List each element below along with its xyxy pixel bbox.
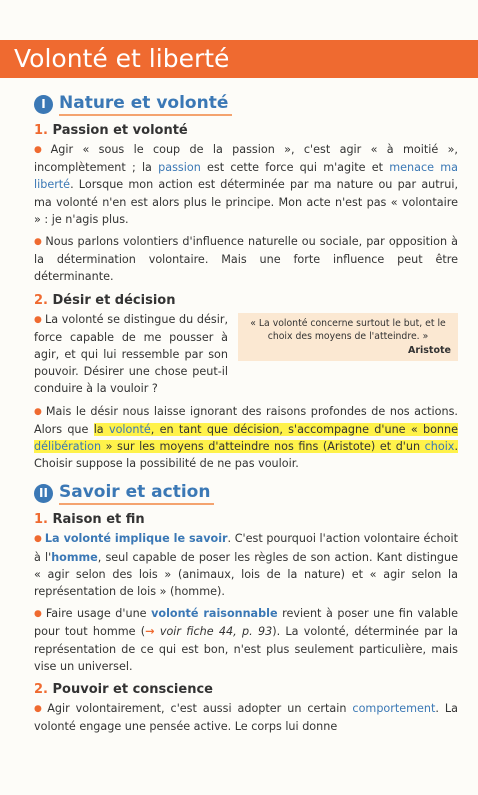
section-number-badge: II bbox=[34, 484, 53, 503]
subsection-heading bbox=[34, 293, 458, 308]
keyword: homme bbox=[51, 550, 98, 564]
highlighted-text: , en tant que décision, s'accompagne d'une « bonne bbox=[150, 422, 458, 436]
subsection-heading bbox=[34, 682, 458, 697]
section-title: Nature et volonté bbox=[59, 93, 232, 116]
highlighted-text: la bbox=[93, 422, 109, 436]
paragraph: ● Mais le désir nous laisse ignorant des raisons profondes de nos actions. Alors que la volonté, en tant que décision, s'accompagne d'une « bonne délibération » sur les moyens d'atteindre nos fins (Aristote) et d'un choix. Choisir suppose la possibilité de ne pas vouloir. bbox=[34, 404, 458, 471]
bullet-icon: ● bbox=[34, 406, 43, 417]
subsection-number: 2. bbox=[34, 292, 48, 308]
subsection-number: 1. bbox=[34, 512, 48, 528]
paragraph: ● La volonté se distingue du désir, force capable de me pousser à agir, et qui lui ressemble par son pouvoir. Désirer une chose peut-il conduire à la vouloir ? bbox=[34, 312, 229, 396]
bullet-icon: ● bbox=[34, 609, 43, 620]
subsection-title: Passion et volonté bbox=[52, 123, 188, 138]
quote-text: « La volonté concerne surtout le but, et le choix des moyens de l'atteindre. » bbox=[250, 317, 446, 342]
page-content bbox=[34, 93, 458, 740]
bullet-icon: ● bbox=[34, 145, 48, 155]
subsection-number: 1. bbox=[34, 123, 48, 138]
subsection-heading bbox=[34, 123, 458, 138]
keyword: menace ma liberté bbox=[34, 161, 458, 192]
keyword: comportement bbox=[352, 702, 436, 716]
cross-reference: voir fiche 44, p. 93 bbox=[154, 625, 273, 639]
paragraph: ● Agir « sous le coup de la passion », c'est agir « à moitié », incomplètement ; la passion est cette force qui m'agite et menace ma liberté. Lorsque mon action est déterminée par ma nature ou par autrui, ma volonté n'en est alors plus le principe. Mon acte n'est pas « volontaire » : je n'agis plus. bbox=[34, 143, 458, 226]
bullet-icon: ● bbox=[34, 237, 43, 248]
highlighted-text: » sur les moyens d'atteindre nos fins (Aristote) et d'un bbox=[101, 440, 425, 454]
quote-author: Aristote bbox=[407, 344, 451, 356]
highlighted-keyword: choix bbox=[424, 440, 455, 454]
keyword: volonté raisonnable bbox=[151, 607, 278, 621]
bullet-icon: ● bbox=[34, 534, 42, 545]
section-heading-1 bbox=[34, 93, 458, 116]
paragraph: ● Nous parlons volontiers d'influence naturelle ou sociale, par opposition à la détermination volontaire. Mais une forte influence peut être déterminante. bbox=[34, 235, 458, 284]
section-heading-2 bbox=[34, 482, 458, 505]
keyword: passion bbox=[158, 161, 201, 175]
section-title: Savoir et action bbox=[59, 482, 214, 505]
subsection-number: 2. bbox=[34, 682, 48, 698]
subsection-title: Désir et décision bbox=[52, 292, 176, 308]
subsection-title: Pouvoir et conscience bbox=[52, 682, 213, 698]
bullet-icon: ● bbox=[34, 314, 42, 325]
arrow-right-icon: → bbox=[145, 625, 155, 639]
subsection-heading bbox=[34, 512, 458, 527]
highlighted-keyword: volonté bbox=[108, 422, 151, 436]
highlighted-keyword: délibération bbox=[34, 440, 102, 454]
section-number-badge: I bbox=[34, 95, 53, 114]
chapter-title: Volonté et liberté bbox=[14, 44, 230, 73]
paragraph: ● Agir volontairement, c'est aussi adopter un certain comportement. La volonté engage une pensée active. Le corps lui donne bbox=[34, 702, 458, 734]
quote-box bbox=[238, 313, 458, 361]
paragraph: ● Faire usage d'une volonté raisonnable revient à poser une fin valable pour tout homme (→ voir fiche 44, p. 93). La volonté, déterminée par la représentation de ce qui est bon, n'est plus seulement particulière, mais vise un universel. bbox=[34, 607, 459, 673]
paragraph: ● La volonté implique le savoir. C'est pourquoi l'action volontaire échoit à l'homme, seul capable de poser les règles de son action. Kant distingue « agir selon des lois » (animaux, lois de la nature) et « agir selon la représentation de lois » (homme). bbox=[34, 532, 458, 599]
subsection-title: Raison et fin bbox=[52, 512, 145, 528]
highlighted-text: . bbox=[454, 440, 458, 454]
bullet-icon: ● bbox=[34, 704, 45, 715]
keyword: La volonté implique le savoir bbox=[44, 532, 228, 546]
